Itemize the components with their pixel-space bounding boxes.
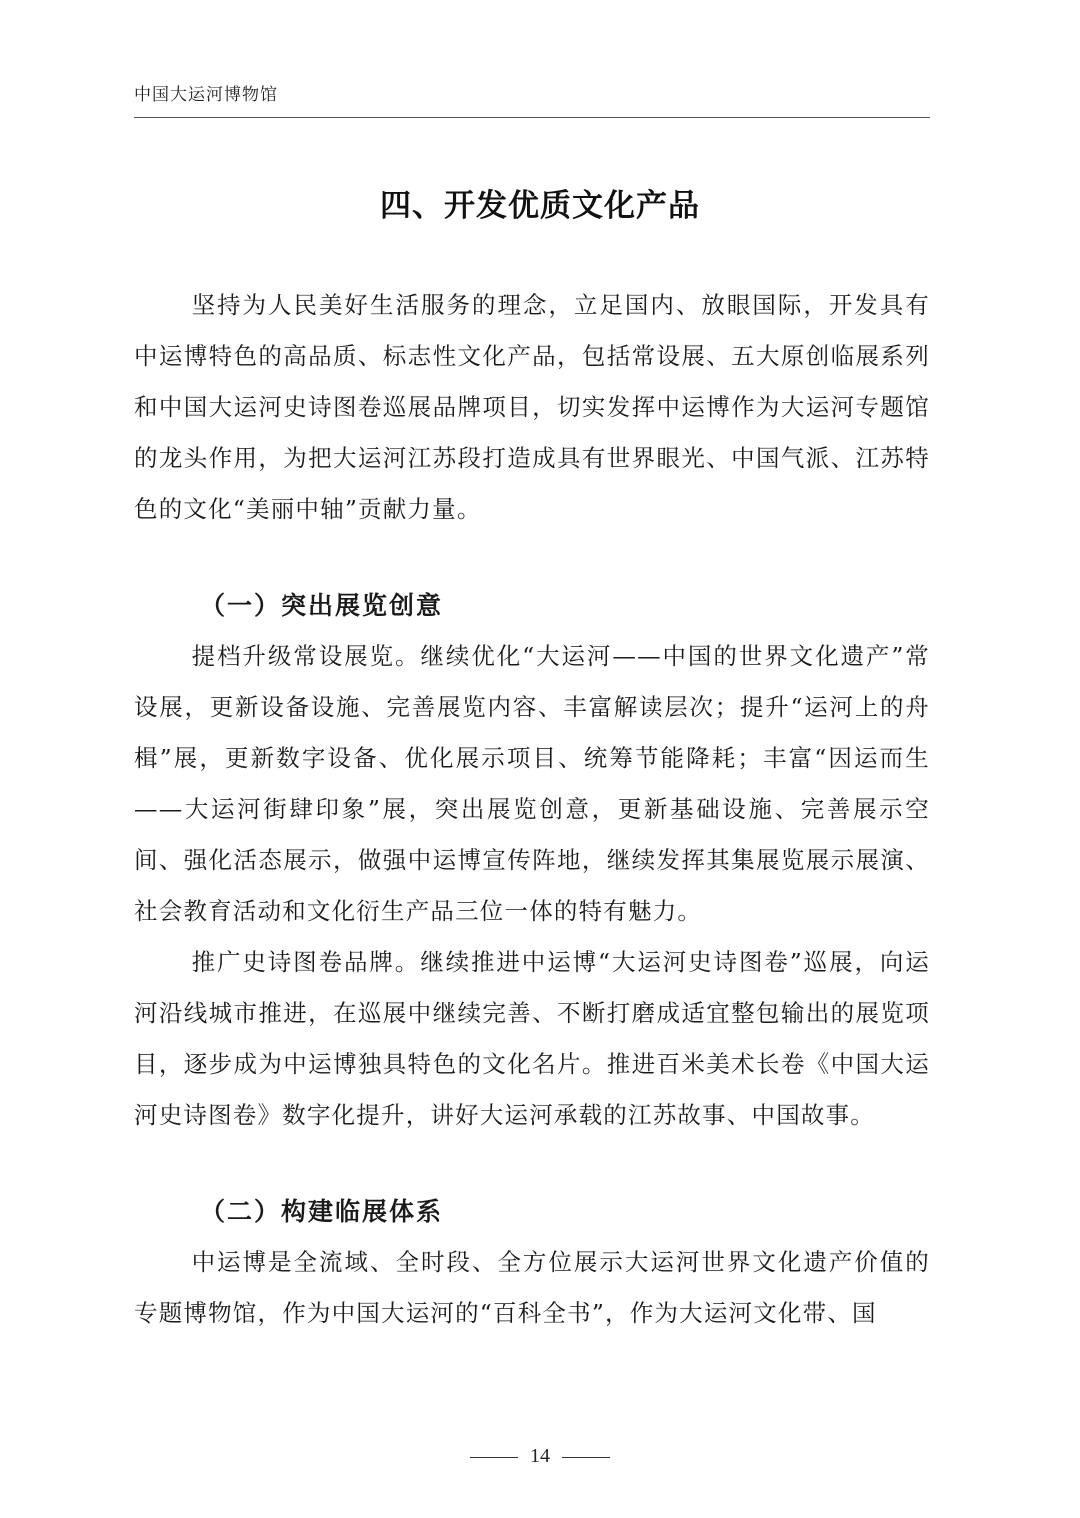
footer-right-dash [562,1457,610,1458]
subsection-1-heading: （一）突出展览创意 [200,591,444,620]
header-divider [134,117,930,118]
running-header: 中国大运河博物馆 [134,85,278,105]
subsection-1-paragraph-2: 推广史诗图卷品牌。继续推进中运博“大运河史诗图卷”巡展，向运河沿线城市推进，在巡展中继续完善、不断打磨成适宜整包输出的展览项目，逐步成为中运博独具特色的文化名片。推进百米美术长卷《中国大运河史诗图卷》数字化提升，讲好大运河承载的江苏故事、中国故事。 [134,948,930,1129]
subsection-1 [134,580,930,631]
intro-paragraph: 坚持为人民美好生活服务的理念，立足国内、放眼国际，开发具有中运博特色的高品质、标志性文化产品，包括常设展、五大原创临展系列和中国大运河史诗图卷巡展品牌项目，切实发挥中运博作为大运河专题馆的龙头作用，为把大运河江苏段打造成具有世界眼光、中国气派、江苏特色的文化“美丽中轴”贡献力量。 [134,291,930,523]
subsection-1-body [134,631,930,1141]
page-number: 14 [530,1445,550,1467]
page-footer [0,1445,1080,1468]
intro-block [134,280,930,535]
section-title: 四、开发优质文化产品 [380,188,700,224]
subsection-2-paragraph-1: 中运博是全流域、全时段、全方位展示大运河世界文化遗产价值的专题博物馆，作为中国大运河的“百科全书”，作为大运河文化带、国 [134,1248,930,1327]
subsection-2 [134,1186,930,1237]
footer-left-dash [470,1457,518,1458]
subsection-2-body [134,1237,930,1339]
subsection-1-paragraph-1: 提档升级常设展览。继续优化“大运河——中国的世界文化遗产”常设展，更新设备设施、完善展览内容、丰富解读层次；提升“运河上的舟楫”展，更新数字设备、优化展示项目、统筹节能降耗；丰富“因运而生——大运河街肆印象”展，突出展览创意，更新基础设施、完善展示空间、强化活态展示，做强中运博宣传阵地，继续发挥其集展览展示展演、社会教育活动和文化衍生产品三位一体的特有魅力。 [134,642,930,925]
subsection-2-heading: （二）构建临展体系 [200,1197,444,1226]
